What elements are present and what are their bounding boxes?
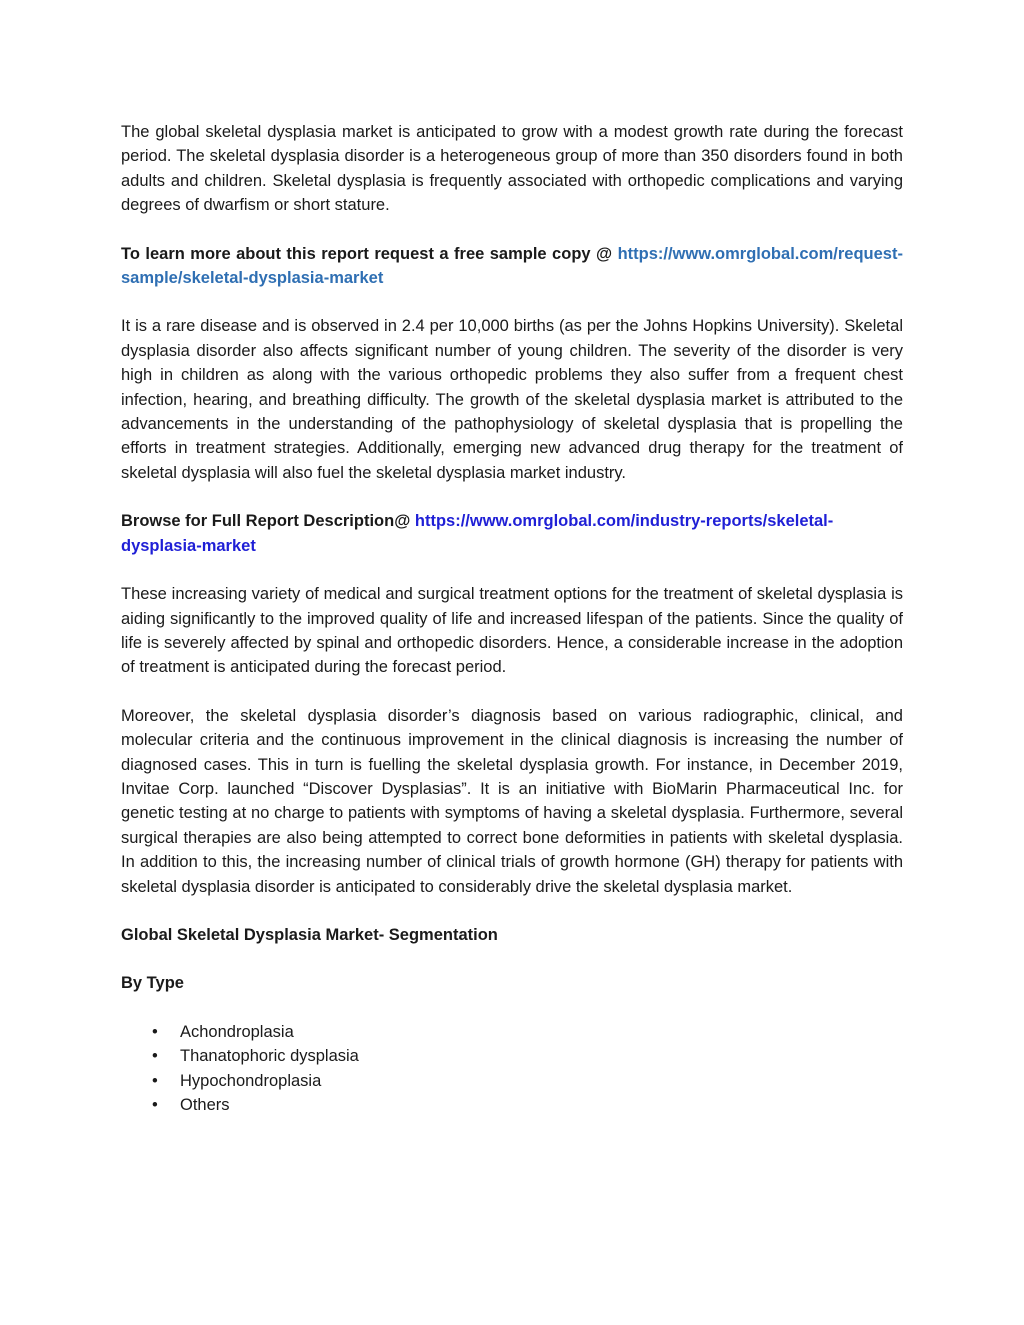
sample-request-link[interactable]: https://www.omrglobal.com/request-sample/skeletal-dysplasia-market — [121, 244, 903, 288]
bullet-icon: • — [152, 1096, 158, 1114]
type-label: Thanatophoric dysplasia — [180, 1047, 359, 1066]
list-item — [152, 1020, 903, 1044]
document-page — [121, 120, 903, 1117]
list-item — [152, 1093, 903, 1117]
full-report-link[interactable]: https://www.omrglobal.com/industry-reports/skeletal-dysplasia-market — [121, 512, 834, 555]
bullet-icon: • — [152, 1071, 158, 1090]
bullet-icon: • — [152, 1022, 158, 1041]
type-list — [121, 1020, 903, 1118]
list-item — [152, 1069, 903, 1093]
bullet-icon: • — [152, 1047, 158, 1066]
treatment-options-paragraph: These increasing variety of medical and surgical treatment options for the treatment of skeletal dysplasia is aiding significantly to the improved quality of life and increased lifespan of the patients. Since the quality of life is severely affected by spinal and orthopedic disorders. Hence, a considerable increase in the adoption of treatment is anticipated during the forecast period. — [121, 585, 903, 677]
segmentation-heading: Global Skeletal Dysplasia Market- Segmentation — [121, 925, 498, 944]
sample-request-text: To learn more about this report request a free sample copy @ — [121, 244, 613, 263]
report-description-label: Browse for Full Report Description@ — [121, 512, 411, 531]
disease-overview-paragraph: It is a rare disease and is observed in 2.4 per 10,000 births (as per the Johns Hopkins University). Skeletal dysplasia disorder also affects significant number of young children. The severity of the disorder is very high in children as along with the various orthopedic problems they also suffer from a frequent chest infection, hearing, and breathing difficulty. The growth of the skeletal dysplasia market is attributed to the advancements in the understanding of the pathophysiology of skeletal dysplasia that is propelling the efforts in treatment strategies. Additionally, emerging new advanced drug therapy for the treatment of skeletal dysplasia will also fuel the skeletal dysplasia market industry. — [121, 317, 903, 482]
sample-request-paragraph — [121, 242, 903, 291]
type-label: Others — [180, 1096, 230, 1114]
by-type-heading: By Type — [121, 974, 184, 993]
intro-paragraph: The global skeletal dysplasia market is anticipated to grow with a modest growth rate during the forecast period. The skeletal dysplasia disorder is a heterogeneous group of more than 350 disorders found in both adults and children. Skeletal dysplasia is frequently associated with orthopedic complications and varying degrees of dwarfism or short stature. — [121, 123, 903, 215]
diagnosis-paragraph: Moreover, the skeletal dysplasia disorder’s diagnosis based on various radiographic, clinical, and molecular criteria and the continuous improvement in the clinical diagnosis is increasing the number of diagnosed cases. This in turn is fuelling the skeletal dysplasia growth. For instance, in December 2019, Invitae Corp. launched “Discover Dysplasias”. It is an initiative with BioMarin Pharmaceutical Inc. for genetic testing at no charge to patients with symptoms of having a skeletal dysplasia. Furthermore, several surgical therapies are also being attempted to correct bone deformities in patients with skeletal dysplasia. In addition to this, the increasing number of clinical trials of growth hormone (GH) therapy for patients with skeletal dysplasia disorder is anticipated to considerably drive the skeletal dysplasia market. — [121, 706, 903, 896]
report-description-paragraph — [121, 509, 903, 558]
list-item — [152, 1044, 903, 1068]
type-label: Hypochondroplasia — [180, 1071, 322, 1090]
type-label: Achondroplasia — [180, 1022, 294, 1041]
